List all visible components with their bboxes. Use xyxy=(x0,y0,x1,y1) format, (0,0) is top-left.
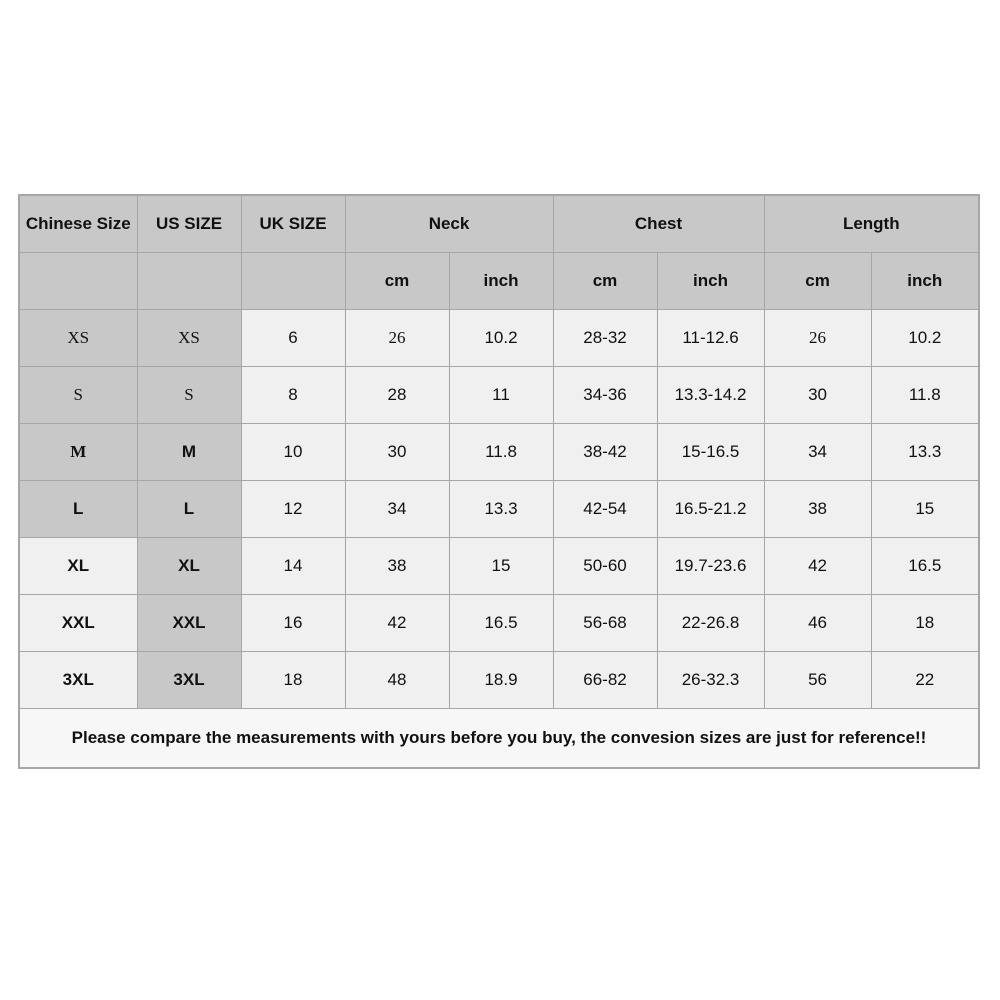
reference-note: Please compare the measurements with yours before you buy, the convesion sizes are just for reference!! xyxy=(19,709,979,769)
length-cm-cell: 30 xyxy=(764,367,871,424)
neck-cm-cell: 42 xyxy=(345,595,449,652)
header-us-size: US SIZE xyxy=(137,195,241,253)
header-blank xyxy=(19,253,137,310)
chinese-size-cell: 3XL xyxy=(19,652,137,709)
table-row xyxy=(19,367,979,424)
header-length-cm: cm xyxy=(764,253,871,310)
neck-inch-cell: 11.8 xyxy=(449,424,553,481)
neck-cm-cell: 26 xyxy=(345,310,449,367)
uk-size-cell: 16 xyxy=(241,595,345,652)
uk-size-cell: 8 xyxy=(241,367,345,424)
length-cm-cell: 26 xyxy=(764,310,871,367)
neck-cm-cell: 38 xyxy=(345,538,449,595)
header-chest-cm: cm xyxy=(553,253,657,310)
header-blank xyxy=(241,253,345,310)
length-cm-cell: 46 xyxy=(764,595,871,652)
length-inch-cell: 16.5 xyxy=(871,538,979,595)
length-cm-cell: 38 xyxy=(764,481,871,538)
table-row xyxy=(19,538,979,595)
us-size-cell: XL xyxy=(137,538,241,595)
length-inch-cell: 15 xyxy=(871,481,979,538)
header-neck-inch: inch xyxy=(449,253,553,310)
header-chinese-size: Chinese Size xyxy=(19,195,137,253)
table-row xyxy=(19,310,979,367)
chest-cm-cell: 50-60 xyxy=(553,538,657,595)
length-inch-cell: 10.2 xyxy=(871,310,979,367)
length-inch-cell: 18 xyxy=(871,595,979,652)
table-row xyxy=(19,481,979,538)
chinese-size-cell: XL xyxy=(19,538,137,595)
neck-cm-cell: 28 xyxy=(345,367,449,424)
header-neck-cm: cm xyxy=(345,253,449,310)
us-size-cell: S xyxy=(137,367,241,424)
chinese-size-cell: M xyxy=(19,424,137,481)
length-cm-cell: 42 xyxy=(764,538,871,595)
length-cm-cell: 56 xyxy=(764,652,871,709)
header-chest: Chest xyxy=(553,195,764,253)
neck-inch-cell: 15 xyxy=(449,538,553,595)
neck-cm-cell: 48 xyxy=(345,652,449,709)
chest-inch-cell: 19.7-23.6 xyxy=(657,538,764,595)
us-size-cell: XS xyxy=(137,310,241,367)
length-inch-cell: 11.8 xyxy=(871,367,979,424)
header-length: Length xyxy=(764,195,979,253)
neck-inch-cell: 10.2 xyxy=(449,310,553,367)
us-size-cell: XXL xyxy=(137,595,241,652)
header-uk-size: UK SIZE xyxy=(241,195,345,253)
neck-inch-cell: 16.5 xyxy=(449,595,553,652)
chinese-size-cell: L xyxy=(19,481,137,538)
chest-inch-cell: 26-32.3 xyxy=(657,652,764,709)
header-blank xyxy=(137,253,241,310)
chest-inch-cell: 22-26.8 xyxy=(657,595,764,652)
chest-cm-cell: 38-42 xyxy=(553,424,657,481)
length-inch-cell: 13.3 xyxy=(871,424,979,481)
neck-inch-cell: 18.9 xyxy=(449,652,553,709)
chinese-size-cell: XXL xyxy=(19,595,137,652)
uk-size-cell: 12 xyxy=(241,481,345,538)
table-row xyxy=(19,652,979,709)
chest-cm-cell: 42-54 xyxy=(553,481,657,538)
neck-inch-cell: 11 xyxy=(449,367,553,424)
table-row xyxy=(19,424,979,481)
neck-cm-cell: 34 xyxy=(345,481,449,538)
chest-inch-cell: 13.3-14.2 xyxy=(657,367,764,424)
uk-size-cell: 10 xyxy=(241,424,345,481)
neck-inch-cell: 13.3 xyxy=(449,481,553,538)
header-neck: Neck xyxy=(345,195,553,253)
header-chest-inch: inch xyxy=(657,253,764,310)
chest-inch-cell: 11-12.6 xyxy=(657,310,764,367)
length-cm-cell: 34 xyxy=(764,424,871,481)
us-size-cell: M xyxy=(137,424,241,481)
size-chart-table xyxy=(18,194,980,769)
chest-cm-cell: 66-82 xyxy=(553,652,657,709)
table-row xyxy=(19,595,979,652)
header-row-main xyxy=(19,195,979,253)
chest-cm-cell: 28-32 xyxy=(553,310,657,367)
us-size-cell: 3XL xyxy=(137,652,241,709)
length-inch-cell: 22 xyxy=(871,652,979,709)
uk-size-cell: 6 xyxy=(241,310,345,367)
chest-inch-cell: 16.5-21.2 xyxy=(657,481,764,538)
chinese-size-cell: S xyxy=(19,367,137,424)
header-row-units xyxy=(19,253,979,310)
chest-cm-cell: 34-36 xyxy=(553,367,657,424)
chest-inch-cell: 15-16.5 xyxy=(657,424,764,481)
header-length-inch: inch xyxy=(871,253,979,310)
uk-size-cell: 18 xyxy=(241,652,345,709)
note-row xyxy=(19,709,979,769)
neck-cm-cell: 30 xyxy=(345,424,449,481)
chinese-size-cell: XS xyxy=(19,310,137,367)
us-size-cell: L xyxy=(137,481,241,538)
chest-cm-cell: 56-68 xyxy=(553,595,657,652)
uk-size-cell: 14 xyxy=(241,538,345,595)
